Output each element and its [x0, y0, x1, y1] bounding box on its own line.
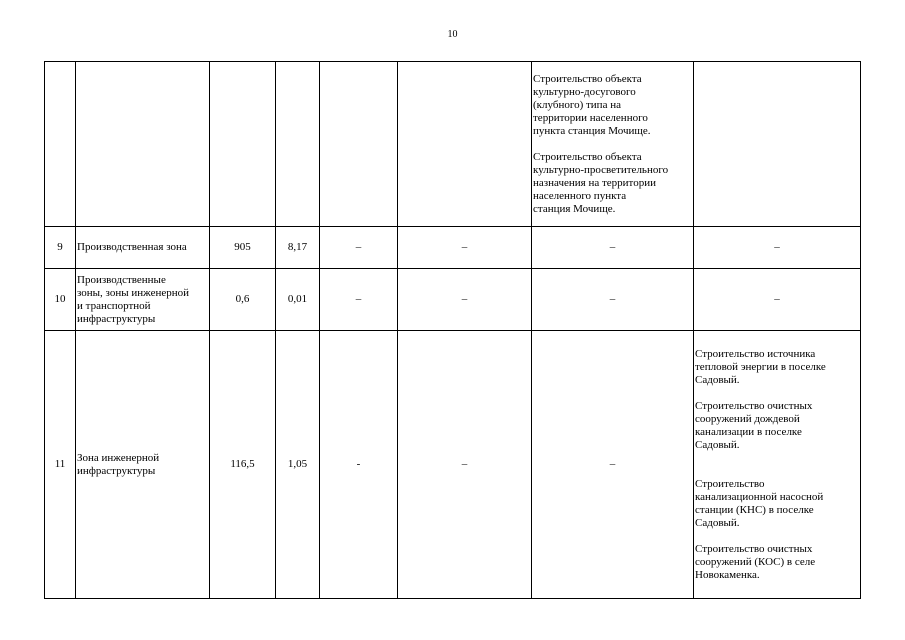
area-cell: 905	[210, 227, 276, 269]
objects-paragraph: Строительство канализационной насосной станции (КНС) в поселке Садовый.	[695, 477, 824, 529]
objects-paragraph: Строительство объекта культурно-просветительного назначения на территории населенного пункта станция Мочище.	[533, 150, 669, 215]
zone-name-cell	[76, 269, 210, 331]
area-cell: 116,5	[210, 331, 276, 599]
row-number-cell: 11	[45, 331, 76, 599]
col7-cell: –	[532, 227, 694, 269]
objects-paragraph: Строительство очистных сооружений (КОС) в селе Новокаменка.	[695, 542, 816, 581]
table-row	[45, 331, 861, 599]
col5-cell	[320, 62, 398, 227]
share-cell: 0,01	[276, 269, 320, 331]
col6-cell: –	[398, 227, 532, 269]
col5-cell: –	[320, 269, 398, 331]
col5-cell: -	[320, 331, 398, 599]
share-cell: 8,17	[276, 227, 320, 269]
zone-name-cell	[76, 62, 210, 227]
zone-name-text: Производственные зоны, зоны инженерной и транспортной инфраструктуры	[77, 273, 190, 325]
objects-cell	[694, 62, 861, 227]
objects-paragraph: Строительство очистных сооружений дождевой канализации в поселке Садовый.	[695, 399, 813, 451]
col7-cell: –	[532, 331, 694, 599]
share-cell: 1,05	[276, 331, 320, 599]
row-number-cell: 10	[45, 269, 76, 331]
row-number-cell	[45, 62, 76, 227]
objects-paragraph: Строительство источника тепловой энергии в поселке Садовый.	[695, 347, 826, 386]
objects-cell	[694, 331, 861, 599]
zone-name-cell	[76, 331, 210, 599]
table-row	[45, 62, 861, 227]
area-cell	[210, 62, 276, 227]
col5-cell: –	[320, 227, 398, 269]
area-cell: 0,6	[210, 269, 276, 331]
col8-cell: –	[694, 269, 861, 331]
col7-cell: –	[532, 269, 694, 331]
col6-cell: –	[398, 331, 532, 599]
row-number-cell: 9	[45, 227, 76, 269]
table-row	[45, 227, 861, 269]
table-row	[45, 269, 861, 331]
zones-table	[44, 61, 861, 599]
col8-cell: –	[694, 227, 861, 269]
objects-cell	[532, 62, 694, 227]
col6-cell: –	[398, 269, 532, 331]
page-number: 10	[447, 29, 458, 40]
share-cell	[276, 62, 320, 227]
zone-name-cell: Производственная зона	[76, 227, 210, 269]
objects-paragraph: Строительство объекта культурно-досугового (клубного) типа на территории населенного пункта станция Мочище.	[533, 72, 651, 137]
col6-cell	[398, 62, 532, 227]
zone-name-text: Зона инженерной инфраструктуры	[77, 451, 160, 477]
